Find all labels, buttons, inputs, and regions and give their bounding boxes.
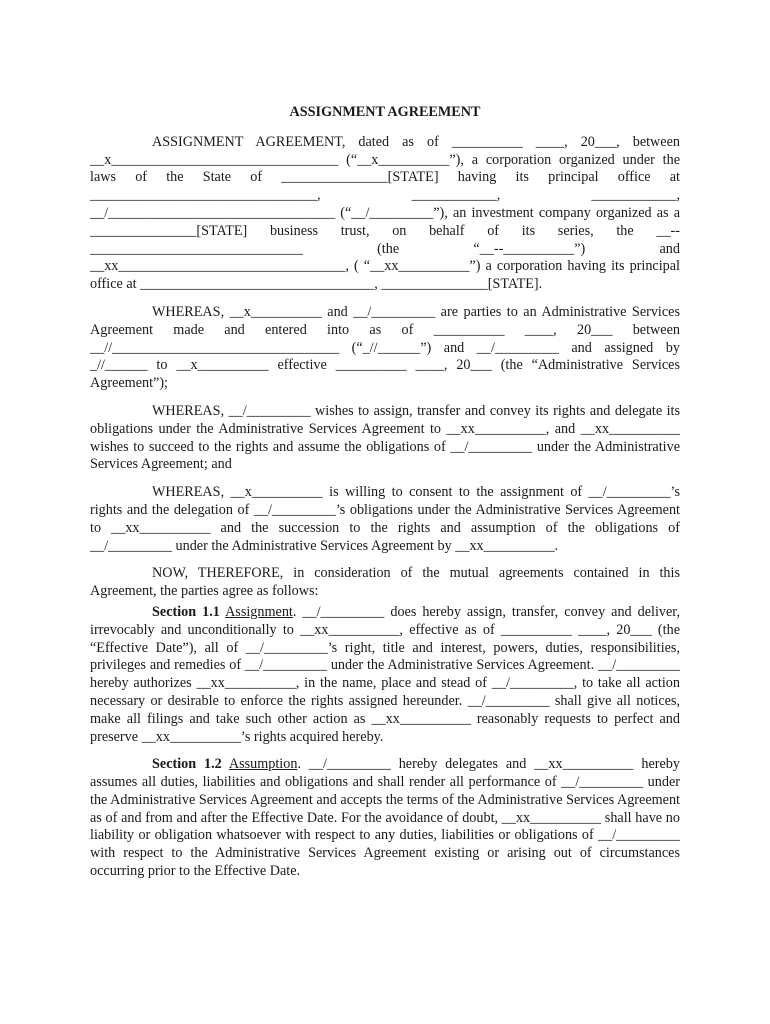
now-therefore-paragraph: NOW, THEREFORE, in consideration of the mutual agreements contained in this Agreement, the parties agree as follows: [90, 565, 680, 600]
whereas-paragraph-1: WHEREAS, __x__________ and __/_________ are parties to an Administrative Services Agreement made and entered into as of __________ ____, 20___ between __//________________________________ (“_//______”) and __/_________ and assigned by _//______ to __x__________ effective __________ ____, 20___ (the “Administrative Services Agreement”); [90, 303, 680, 392]
section-1-1-title: Assignment [225, 603, 293, 620]
section-1-2-title: Assumption [228, 756, 298, 773]
section-1-2-paragraph [90, 756, 680, 881]
preamble-paragraph: ASSIGNMENT AGREEMENT, dated as of __________ ____, 20___, between __x________________________________ (“__x__________”), a corporation organized under the laws of the State of _______________[STATE] having its principal office at ________________________________, ____________, ____________, __/________________________________ (“__/_________”), an investment company organized as a _______________[STATE] business trust, on behalf of its series, the __-- ______________________________ (the “__--__________”) and __xx________________________________, ( “__xx__________”) a corporation having its principal office at _________________________________, _______________[STATE]. [90, 133, 680, 293]
section-1-1-text: . __/_________ does hereby assign, transfer, convey and deliver, irrevocably and unconditionally to __xx__________, effective as of __________ ____, 20___ (the “Effective Date”), all of __/_________’s right, title and interest, powers, duties, responsibilities, privileges and remedies of __/_________ under the Administrative Services Agreement. __/_________ hereby authorizes __xx__________, in the name, place and stead of __/_________, to take all action necessary or desirable to enforce the rights assigned hereunder. __/_________ shall give all notices, make all filings and take such other action as __xx__________ reasonably requests to perfect and preserve __xx__________’s rights acquired hereby. [90, 603, 680, 745]
section-1-1-number: Section 1.1 [152, 603, 220, 620]
section-1-2-number: Section 1.2 [152, 756, 222, 773]
section-1-2-text: . __/_________ hereby delegates and __xx__________ hereby assumes all duties, liabilities and obligations and shall render all performance of __/_________ under the Administrative Services Agreement and accepts the terms of the Administrative Services Agreement as of and from and after the Effective Date. For the avoidance of doubt, __xx__________ shall have no liability or obligation whatsoever with respect to any duties, liabilities or obligations of __/_________ with respect to the Administrative Services Agreement existing or arising out of circumstances occurring prior to the Effective Date. [90, 756, 680, 880]
document-title: ASSIGNMENT AGREEMENT [289, 104, 481, 120]
whereas-paragraph-2: WHEREAS, __/_________ wishes to assign, transfer and convey its rights and delegate its obligations under the Administrative Services Agreement to __xx__________, and __xx__________ wishes to succeed to the rights and assume the obligations of __/_________ under the Administrative Services Agreement; and [90, 402, 680, 473]
section-1-1-paragraph [90, 604, 680, 746]
document-page [90, 104, 680, 891]
whereas-paragraph-3: WHEREAS, __x__________ is willing to consent to the assignment of __/_________’s rights and the delegation of __/_________’s obligations under the Administrative Services Agreement to __xx__________ and the succession to the rights and assumption of the obligations of __/_________ under the Administrative Services Agreement by __xx__________. [90, 484, 680, 554]
